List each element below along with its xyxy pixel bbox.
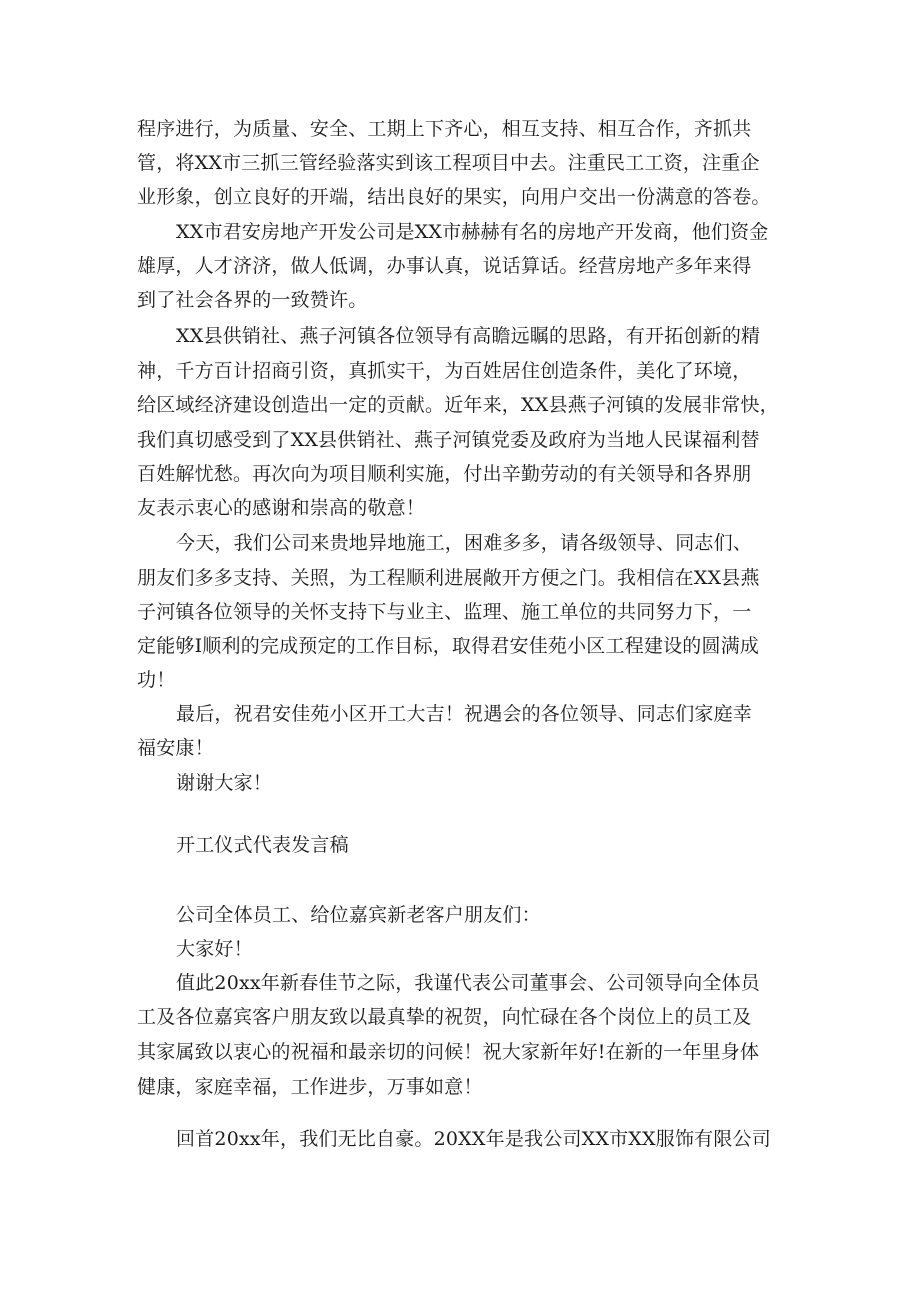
text-line: 谢谢大家！	[176, 772, 273, 794]
text-line: 程序进行，为质量、安全、工期上下齐心，相互支持、相互合作，齐抓共	[137, 118, 752, 140]
text-line: 其家属致以衷心的祝福和最亲切的问候！祝大家新年好!在新的一年里身体	[137, 1041, 760, 1063]
text-line: 回首20xx年，我们无比自豪。20XX年是我公司XX市XX服饰有限公司	[176, 1128, 771, 1150]
text-line: XX市君安房地产开发公司是XX市赫赫有名的房地产开发商，他们资金	[176, 221, 769, 243]
text-line: 业形象，创立良好的开端，结出良好的果实，向用户交出一份满意的答卷。	[137, 186, 771, 208]
text-line: 最后，祝君安佳苑小区开工大吉！祝遇会的各位领导、同志们家庭幸	[176, 703, 753, 725]
text-line: 今天，我们公司来贵地异地施工，困难多多，请各级领导、同志们、	[176, 532, 753, 554]
text-line: 功！	[137, 669, 176, 691]
text-line: 神，千方百计招商引资，真抓实干，为百姓居住创造条件，美化了环境，	[137, 360, 752, 382]
text-line: 工及各位嘉宾客户朋友致以最真挚的祝贺，向忙碌在各个岗位上的员工及	[137, 1006, 752, 1028]
text-line: 百姓解忧愁。再次向为项目顺利实施，付出辛勤劳动的有关领导和各界朋	[137, 463, 752, 485]
text-line: XX县供销社、燕子河镇各位领导有高瞻远瞩的思路，有开拓创新的精	[176, 325, 761, 347]
text-line: 友表示衷心的感谢和崇高的敬意！	[137, 497, 426, 519]
text-line: 到了社会各界的一致赞许。	[137, 289, 368, 311]
text-line: 健康，家庭幸福，工作进步，万事如意！	[137, 1076, 483, 1098]
section-heading: 开工仪式代表发言稿	[176, 834, 349, 856]
text-line: 定能够I顺利的完成预定的工作目标，取得君安佳苑小区工程建设的圆满成	[137, 635, 760, 657]
greeting: 大家好！	[176, 938, 253, 960]
text-line: 值此20xx年新春佳节之际，我谨代表公司董事会、公司领导向全体员	[176, 972, 761, 994]
text-line: 我们真切感受到了XX县供销社、燕子河镇党委及政府为当地人民谋福利替	[137, 429, 760, 451]
salutation: 公司全体员工、给位嘉宾新老客户朋友们：	[176, 904, 541, 926]
text-line: 朋友们多多支持、关照，为工程顺利进展敞开方便之门。我相信在XX县燕	[137, 567, 760, 589]
text-line: 给区域经济建设创造出一定的贡献。近年来，XX县燕子河镇的发展非常快，	[137, 394, 779, 416]
text-line: 管，将XX市三抓三管经验落实到该工程项目中去。注重民工工资，注重企	[137, 152, 760, 174]
text-line: 福安康！	[137, 737, 214, 759]
text-line: 子河镇各位领导的关怀支持下与业主、监理、施工单位的共同努力下，一	[137, 601, 752, 623]
text-line: 雄厚，人才济济，做人低调，办事认真，说话算话。经营房地产多年来得	[137, 255, 752, 277]
